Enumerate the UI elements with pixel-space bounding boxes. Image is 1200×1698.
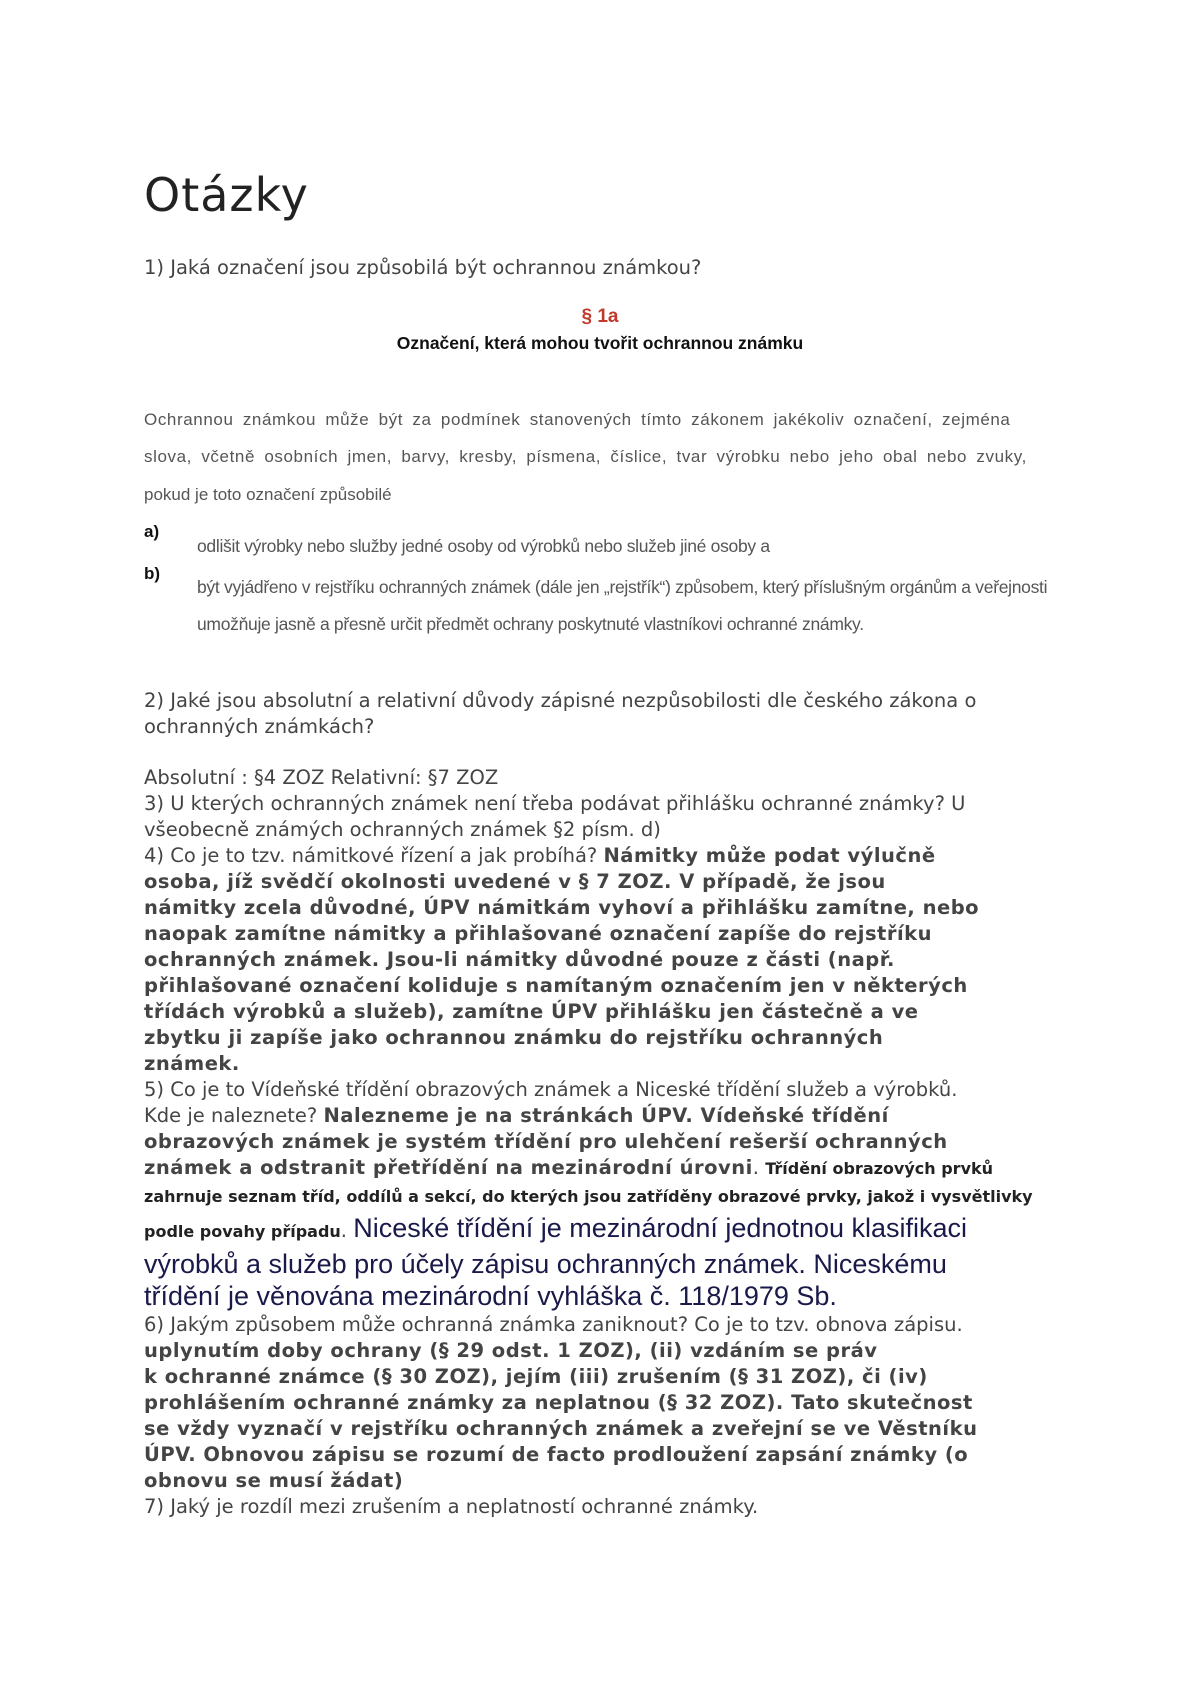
answer-4-line-2: osoba, jíž svědčí okolnosti uvedené v § 7 ZOZ. V případě, že jsou bbox=[144, 870, 886, 893]
answer-5-line-3a: známek a odstranit přetřídění na mezinárodní úrovni bbox=[144, 1156, 753, 1179]
page-title: Otázky bbox=[144, 168, 309, 222]
answer-5-line-5a: podle povahy případu bbox=[144, 1222, 341, 1241]
answer-5-line-5 bbox=[144, 1212, 1084, 1248]
question-6: 6) Jakým způsobem může ochranná známka zaniknout? Co je to tzv. obnova zápisu. bbox=[144, 1313, 963, 1336]
question-5-tail: Kde je naleznete? bbox=[144, 1104, 324, 1127]
answer-4-line-4: naopak zamítne námitky a přihlašované označení zapíše do rejstříku bbox=[144, 922, 933, 945]
question-2-line-1: 2) Jaké jsou absolutní a relativní důvody zápisné nezpůsobilosti dle českého zákona o bbox=[144, 689, 977, 712]
answer-5-line-3b: Třídění obrazových prvků bbox=[765, 1159, 994, 1178]
law-item-b-line-2: umožňuje jasně a přesně určit předmět ochrany poskytnuté vlastníkovi ochranné známky. bbox=[197, 614, 864, 634]
answer-2: Absolutní : §4 ZOZ Relativní: §7 ZOZ bbox=[144, 766, 499, 789]
law-text-line-2: slova, včetně osobních jmen, barvy, kresby, písmena, číslice, tvar výrobku nebo jeho obal nebo zvuky, bbox=[144, 447, 1027, 466]
law-item-a: odlišit výrobky nebo služby jedné osoby od výrobků nebo služeb jiné osoby a bbox=[197, 536, 770, 556]
law-section-heading: Označení, která mohou tvořit ochrannou známku bbox=[396, 333, 804, 353]
answer-5-line-1: Nalezneme je na stránkách ÚPV. Vídeňské třídění bbox=[323, 1104, 889, 1127]
answer-4-line-8: zbytku ji zapíše jako ochrannou známku do rejstříku ochranných bbox=[144, 1026, 884, 1049]
answers-block bbox=[144, 765, 1084, 1520]
question-2-line-2: ochranných známkách? bbox=[144, 715, 375, 738]
question-4-line-1 bbox=[144, 843, 1084, 869]
answer-4-line-5: ochranných známek. Jsou-li námitky důvodné pouze z části (např. bbox=[144, 948, 895, 971]
item-label-b: b) bbox=[144, 564, 161, 583]
question-3-line-2: všeobecně známých ochranných známek §2 písm. d) bbox=[144, 818, 661, 841]
question-1: 1) Jaká označení jsou způsobilá být ochrannou známkou? bbox=[144, 256, 702, 279]
answer-4-line-9: známek. bbox=[144, 1052, 240, 1075]
answer-5-line-2: obrazových známek je systém třídění pro ulehčení rešerší ochranných bbox=[144, 1130, 948, 1153]
answer-6-line-2: k ochranné známce (§ 30 ZOZ), jejím (iii) zrušením (§ 31 ZOZ), či (iv) bbox=[144, 1365, 928, 1388]
answer-5-line-3-dot: . bbox=[752, 1156, 766, 1179]
answer-5-line-5b: Niceské třídění je mezinárodní jednotnou klasifikaci bbox=[353, 1213, 968, 1243]
question-4: 4) Co je to tzv. námitkové řízení a jak probíhá? bbox=[144, 844, 604, 867]
question-5-line-2 bbox=[144, 1103, 1084, 1129]
answer-6-line-3: prohlášením ochranné známky za neplatnou (§ 32 ZOZ). Tato skutečnost bbox=[144, 1391, 973, 1414]
question-7: 7) Jaký je rozdíl mezi zrušením a neplatností ochranné známky. bbox=[144, 1495, 759, 1518]
law-text-line-1: Ochrannou známkou může být za podmínek stanovených tímto zákonem jakékoliv označení, zejména bbox=[144, 410, 1011, 429]
question-5-line-1: 5) Co je to Vídeňské třídění obrazových známek a Niceské třídění služeb a výrobků. bbox=[144, 1078, 958, 1101]
law-text-line-3: pokud je toto označení způsobilé bbox=[144, 485, 392, 504]
item-label-a: a) bbox=[144, 522, 160, 541]
answer-6-line-1: uplynutím doby ochrany (§ 29 odst. 1 ZOZ), (ii) vzdáním se práv bbox=[144, 1339, 878, 1362]
answer-5-line-7: třídění je věnována mezinárodní vyhláška č. 118/1979 Sb. bbox=[144, 1281, 837, 1311]
answer-5-line-6: výrobků a služeb pro účely zápisu ochranných známek. Niceskému bbox=[144, 1249, 947, 1279]
answer-5-line-3 bbox=[144, 1155, 1084, 1182]
answer-6-line-6: obnovu se musí žádat) bbox=[144, 1469, 404, 1492]
answer-4-line-6: přihlašované označení koliduje s namítaným označením jen v některých bbox=[144, 974, 968, 997]
answer-6-line-5: ÚPV. Obnovou zápisu se rozumí de facto prodloužení zapsání známky (o bbox=[144, 1443, 969, 1466]
answer-4-line-7: třídách výrobků a služeb), zamítne ÚPV přihlášku jen částečně a ve bbox=[144, 1000, 919, 1023]
answer-4-line-3: námitky zcela důvodné, ÚPV námitkám vyhoví a přihlášku zamítne, nebo bbox=[144, 896, 980, 919]
law-item-b-line-1: být vyjádřeno v rejstříku ochranných známek (dále jen „rejstřík“) způsobem, který příslušným orgánům a veřejnosti bbox=[197, 577, 1048, 597]
question-3-line-1: 3) U kterých ochranných známek není třeba podávat přihlášku ochranné známky? U bbox=[144, 792, 966, 815]
law-section-number: § 1a bbox=[581, 306, 619, 327]
answer-5-line-4: zahrnuje seznam tříd, oddílů a sekcí, do kterých jsou zatříděny obrazové prvky, jakož i vysvětlivky bbox=[144, 1187, 1033, 1206]
answer-6-line-4: se vždy vyznačí v rejstříku ochranných známek a zveřejní se ve Věstníku bbox=[144, 1417, 978, 1440]
answer-4-line-1: Námitky může podat výlučně bbox=[603, 844, 936, 867]
answer-5-line-5-dot: . bbox=[340, 1219, 354, 1242]
question-2 bbox=[144, 688, 1084, 740]
